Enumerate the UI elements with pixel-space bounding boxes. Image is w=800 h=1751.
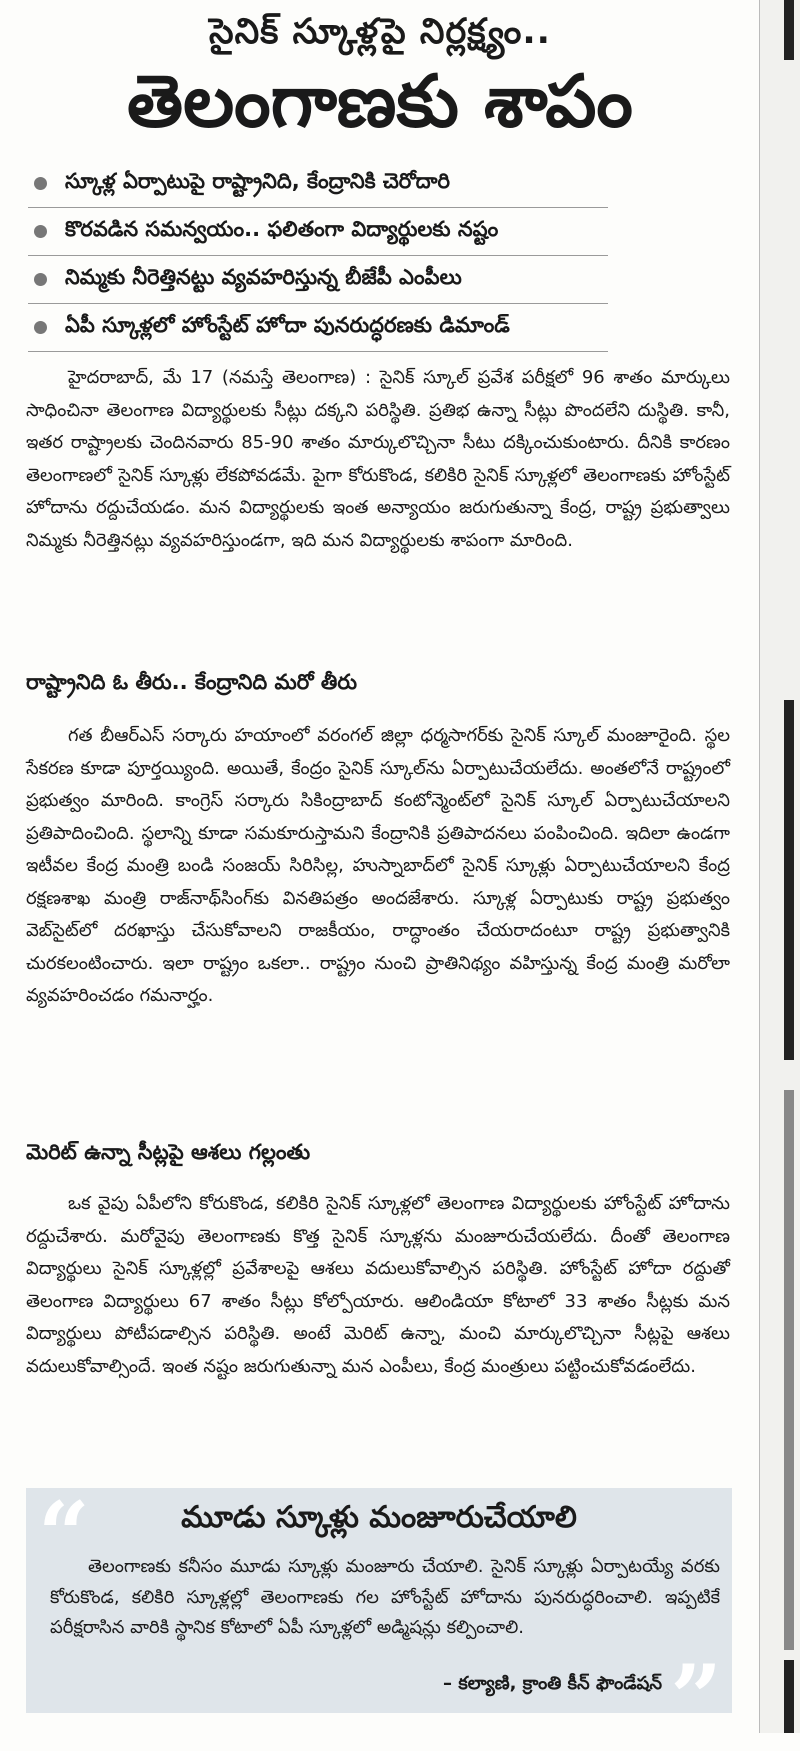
quote-box	[26, 1482, 732, 1751]
bullet-text: కొరవడిన సమన్వయం.. ఫలితంగా విద్యార్థులకు నష్టం	[65, 216, 499, 241]
bullet-dot-icon	[34, 177, 47, 190]
bullet-item	[28, 208, 608, 256]
section2-body	[26, 1188, 730, 1383]
bullet-dot-icon	[34, 273, 47, 286]
bullet-item	[28, 160, 608, 208]
bullet-text: ఏపీ స్కూళ్లలో హోంస్టేట్‌ హోదా పునరుద్ధరణకు డిమాండ్‌	[65, 312, 510, 337]
section1-body	[26, 720, 730, 1013]
bullet-item	[28, 256, 608, 304]
close-quote-icon: ”	[670, 1645, 722, 1751]
highlight-bullets	[28, 160, 608, 352]
article-headline: తెలంగాణకు శాపం	[127, 59, 633, 143]
intro-paragraph	[26, 362, 730, 557]
quote-box-text: తెలంగాణకు కనీసం మూడు స్కూళ్లు మంజూరు చేయాలి. సైనిక్‌ స్కూళ్లు ఏర్పాటయ్యే వరకు కోరుకొండ, కలికిరి స్కూళ్లల్లో తెలంగాణకు గల హోంస్టేట్‌ హోదాను పునరుద్ధరించాలి. ఇప్పటికే పరీక్షరాసిన వారికి స్థానిక కోటాలో ఏపీ స్కూళ్లలో అడ్మిషన్లు కల్పించాలి.	[50, 1556, 720, 1638]
open-quote-icon: “	[38, 1482, 90, 1588]
section2-heading: మెరిట్‌ ఉన్నా సీట్లపై ఆశలు గల్లంతు	[26, 1140, 311, 1164]
quote-box-title: మూడు స్కూళ్లు మంజూరుచేయాలి	[181, 1500, 577, 1535]
bullet-item	[28, 304, 608, 352]
edge-mark	[784, 1090, 794, 1650]
bullet-text: నిమ్మకు నీరెత్తినట్టు వ్యవహరిస్తున్న బీజేపీ ఎంపీలు	[65, 264, 462, 289]
section1-text: గత బీఆర్‌ఎస్‌ సర్కారు హయాంలో వరంగల్‌ జిల్లా ధర్మసాగర్‌కు సైనిక్‌ స్కూల్‌ మంజూరైంది. స్థల సేకరణ కూడా పూర్తయ్యింది. అయితే, కేంద్రం సైనిక్‌ స్కూల్‌ను ఏర్పాటుచేయలేదు. అంతలోనే రాష్ట్రంలో ప్రభుత్వం మారింది. కాంగ్రెస్‌ సర్కారు సికింద్రాబాద్‌ కంటోన్మెంట్‌లో సైనిక్‌ స్కూల్‌ ఏర్పాటుచేయాలని ప్రతిపాదించింది. స్థలాన్ని కూడా సమకూరుస్తామని కేంద్రానికి ప్రతిపాదనలు పంపించింది. ఇదిలా ఉండగా ఇటీవల కేంద్ర మంత్రి బండి సంజయ్‌ సిరిసిల్ల, హుస్నాబాద్‌లో సైనిక్‌ స్కూళ్లు ఏర్పాటుచేయాలని కేంద్ర రక్షణశాఖ మంత్రి రాజ్‌నాథ్‌సింగ్‌కు వినతిపత్రం అందజేశారు. స్కూళ్ల ఏర్పాటుకు రాష్ట్ర ప్రభుత్వం వెబ్‌సైట్‌లో దరఖాస్తు చేసుకోవాలని రాజకీయం, రాద్ధాంతం చేయరాదంటూ రాష్ట్ర ప్రభుత్వానికి చురకలంటించారు. ఇలా రాష్ట్రం ఒకలా.. రాష్ట్రం నుంచి ప్రాతినిథ్యం వహిస్తున్న కేంద్ర మంత్రి మరోలా వ్యవహరించడం గమనార్హం.	[26, 725, 730, 1006]
bullet-dot-icon	[34, 321, 47, 334]
edge-mark	[784, 0, 794, 60]
intro-text: హైదరాబాద్‌, మే 17 (నమస్తే తెలంగాణ) : సైనిక్‌ స్కూల్‌ ప్రవేశ పరీక్షలో 96 శాతం మార్కులు సాధించినా తెలంగాణ విద్యార్థులకు సీట్లు దక్కని పరిస్థితి. ప్రతిభ ఉన్నా సీట్లు పొందలేని దుస్థితి. కానీ, ఇతర రాష్ట్రాలకు చెందినవారు 85-90 శాతం మార్కులొచ్చినా సీటు దక్కించుకుంటారు. దీనికి కారణం తెలంగాణలో సైనిక్‌ స్కూళ్లు లేకపోవడమే. పైగా కోరుకొండ, కలికిరి సైనిక్‌ స్కూళ్లలో తెలంగాణకు హోంస్టేట్‌ హోదాను రద్దుచేయడం. మన విద్యార్థులకు ఇంత అన్యాయం జరుగుతున్నా కేంద్ర, రాష్ట్ర ప్రభుత్వాలు నిమ్మకు నీరెత్తినట్లు వ్యవహరిస్తుండగా, ఇది మన విద్యార్థులకు శాపంగా మారింది.	[26, 367, 730, 551]
quote-box-body	[50, 1552, 720, 1644]
section2-text: ఒక వైపు ఏపీలోని కోరుకొండ, కలికిరి సైనిక్‌ స్కూళ్లలో తెలంగాణ విద్యార్థులకు హోంస్టేట్‌ హోదాను రద్దుచేశారు. మరోవైపు తెలంగాణకు కొత్త సైనిక్‌ స్కూళ్లను మంజూరుచేయలేదు. దీంతో తెలంగాణ విద్యార్థులు సైనిక్‌ స్కూళ్లల్లో ప్రవేశాలపై ఆశలు వదులుకోవాల్సిన పరిస్థితి. హోంస్టేట్‌ హోదా రద్దుతో తెలంగాణ విద్యార్థులు 67 శాతం సీట్లు కోల్పోయారు. ఆలిండియా కోటాలో 33 శాతం సీట్లకు మన విద్యార్థులు పోటీపడాల్సిన పరిస్థితి. అంటే మెరిట్‌ ఉన్నా, మంచి మార్కులొచ్చినా సీట్లపై ఆశలు వదులుకోవాల్సిందే. ఇంత నష్టం జరుగుతున్నా మన ఎంపీలు, కేంద్ర మంత్రులు పట్టించుకోవడంలేదు.	[26, 1193, 730, 1377]
bullet-text: స్కూళ్ల ఏర్పాటుపై రాష్ట్రానిది, కేంద్రానికి చెరోదారి	[65, 168, 450, 193]
quote-credit: – కల్యాణి, క్రాంతి కీన్‌ ఫౌండేషన్‌	[443, 1673, 662, 1694]
edge-mark	[784, 700, 794, 1060]
adjacent-column-edge	[759, 0, 800, 1733]
article-kicker: సైనిక్‌ స్కూళ్లపై నిర్లక్ష్యం..	[209, 12, 551, 52]
bullet-dot-icon	[34, 225, 47, 238]
section1-heading: రాష్ట్రానిది ఓ తీరు.. కేంద్రానిది మరో తీరు	[26, 670, 358, 694]
edge-mark	[784, 1660, 794, 1733]
